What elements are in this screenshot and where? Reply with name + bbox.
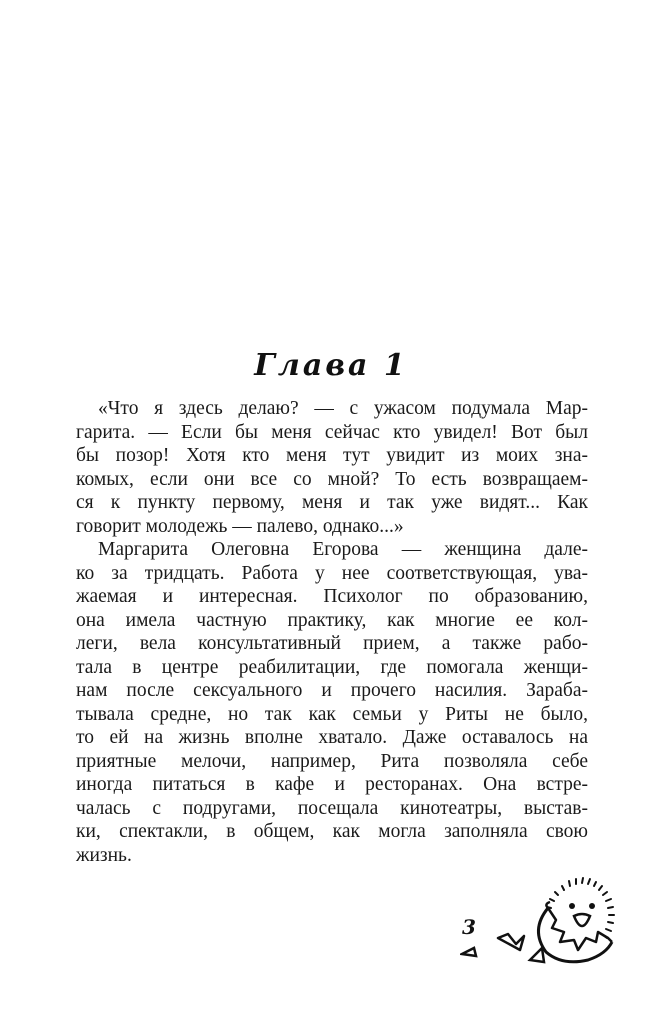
text-line: «Что я здесь делаю? — с ужасом подумала Мар- xyxy=(98,398,588,419)
text-line: то ей на жизнь вполне хватало. Даже оставалось на xyxy=(76,727,588,748)
text-line: леги, вела консультативный прием, а также рабо- xyxy=(76,633,588,654)
text-line: ки, спектакли, в общем, как могла заполняла свою xyxy=(76,821,588,842)
text-line: жизнь. xyxy=(76,844,132,866)
text-line: жаемая и интересная. Психолог по образованию, xyxy=(76,586,588,607)
text-line: ко за тридцать. Работа у нее соответствующая, ува- xyxy=(76,562,588,584)
text-line: она имела частную практику, как многие ее кол- xyxy=(76,609,588,631)
text-line: Маргарита Олеговна Егорова — женщина дале- xyxy=(98,539,588,560)
text-line: приятные мелочи, например, Рита позволяла себе xyxy=(76,750,588,772)
text-line: тывала средне, но так как семьи у Риты не было, xyxy=(76,703,588,725)
chapter-body xyxy=(76,397,588,867)
text-line: нам после сексуального и прочего насилия. Зараба- xyxy=(76,680,588,701)
text-line: говорит молодежь — палево, однако...» xyxy=(76,515,404,537)
text-line: комых, если они все со мной? То есть возвращаем- xyxy=(76,468,588,490)
text-line: гарита. — Если бы меня сейчас кто увидел! Вот был xyxy=(76,421,588,443)
page-number: 3 xyxy=(462,915,476,939)
text-line: ся к пункту первому, меня и так уже видят... Как xyxy=(76,492,588,513)
hatching-chick-icon xyxy=(460,868,620,968)
text-line: иногда питаться в кафе и ресторанах. Она встре- xyxy=(76,774,588,795)
text-line: бы позор! Хотя кто меня тут увидит из моих зна- xyxy=(76,445,588,466)
text-line: чалась с подругами, посещала кинотеатры, выстав- xyxy=(76,797,588,819)
chapter-title: Глава 1 xyxy=(254,348,408,383)
text-line: тала в центре реабилитации, где помогала женщи- xyxy=(76,656,588,678)
